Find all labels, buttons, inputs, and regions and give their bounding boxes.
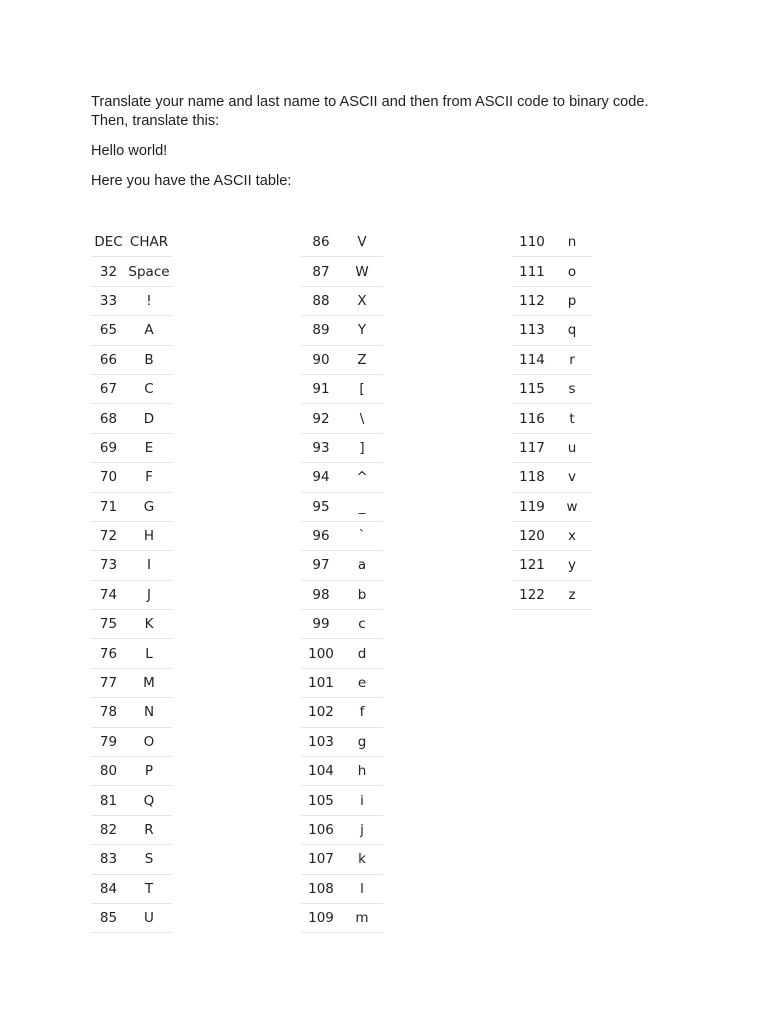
table-row	[91, 669, 172, 698]
table-row	[301, 434, 383, 463]
char-cell: w	[566, 498, 578, 515]
ascii-table-column-2	[301, 228, 383, 933]
dec-cell: 33	[99, 292, 118, 309]
table-row	[91, 786, 172, 815]
dec-cell: 108	[308, 880, 334, 897]
char-cell: V	[357, 234, 367, 251]
table-row	[91, 257, 172, 286]
table-row	[512, 287, 592, 316]
char-cell: \	[359, 410, 365, 427]
table-row	[301, 287, 383, 316]
char-cell: N	[143, 704, 155, 721]
char-cell: D	[143, 410, 155, 427]
char-cell: P	[144, 763, 154, 780]
dec-cell: 102	[308, 704, 334, 721]
dec-cell: 95	[312, 498, 330, 515]
table-row	[301, 669, 383, 698]
char-cell: a	[357, 557, 367, 574]
dec-cell: 118	[519, 469, 545, 486]
table-row	[301, 698, 383, 727]
dec-cell: 103	[308, 733, 334, 750]
table-row	[91, 404, 172, 433]
table-row	[512, 551, 592, 580]
char-cell: Space	[128, 263, 170, 280]
table-row	[301, 228, 383, 257]
dec-cell: 107	[308, 851, 334, 868]
dec-cell: 120	[519, 528, 545, 545]
table-row	[91, 875, 172, 904]
dec-cell: 112	[519, 292, 545, 309]
dec-cell: 91	[312, 381, 330, 398]
char-cell: F	[145, 469, 153, 486]
char-cell: b	[357, 586, 367, 603]
dec-cell: 76	[99, 645, 118, 662]
dec-cell: 113	[519, 322, 545, 339]
dec-cell: 96	[312, 528, 330, 545]
table-row	[301, 845, 383, 874]
dec-cell: 65	[99, 322, 118, 339]
char-cell: j	[360, 822, 364, 838]
char-cell: s	[568, 381, 576, 398]
char-cell: W	[355, 263, 369, 280]
table-header-row	[91, 228, 172, 257]
table-row	[301, 257, 383, 286]
dec-cell: 93	[312, 439, 330, 456]
char-cell: T	[144, 880, 154, 897]
dec-cell: 115	[519, 381, 545, 398]
dec-cell: 89	[312, 322, 330, 339]
table-row	[91, 551, 172, 580]
table-row	[301, 375, 383, 404]
dec-cell: 97	[312, 557, 330, 574]
dec-cell: 79	[99, 733, 118, 750]
dec-cell: 116	[519, 410, 545, 427]
table-row	[512, 316, 592, 345]
table-row	[301, 728, 383, 757]
table-row	[301, 904, 383, 933]
table-row	[512, 375, 592, 404]
dec-cell: 88	[312, 292, 330, 309]
char-cell: k	[358, 851, 366, 868]
table-row	[512, 228, 592, 257]
dec-cell: 74	[99, 586, 118, 603]
dec-cell: 66	[99, 351, 118, 368]
table-row	[91, 581, 172, 610]
dec-cell: 94	[312, 469, 330, 486]
dec-cell: 106	[308, 822, 334, 838]
instruction-line-1: Translate your name and last name to ASCII and then from ASCII code to binary code.	[91, 94, 649, 110]
char-cell: `	[358, 528, 366, 545]
dec-cell: 100	[308, 645, 334, 662]
table-row	[91, 316, 172, 345]
table-row	[301, 610, 383, 639]
dec-cell: 109	[308, 910, 334, 927]
table-row	[512, 522, 592, 551]
dec-cell: 83	[99, 851, 118, 868]
dec-cell: 67	[99, 381, 118, 398]
dec-cell: 71	[99, 498, 118, 515]
table-row	[91, 493, 172, 522]
char-cell: Z	[357, 351, 367, 368]
table-row	[301, 551, 383, 580]
char-cell: c	[358, 616, 366, 633]
char-cell: !	[146, 292, 152, 309]
char-cell: n	[567, 234, 577, 251]
dec-cell: 99	[312, 616, 330, 633]
char-cell: O	[143, 733, 155, 750]
table-row	[512, 581, 592, 610]
ascii-table-column-1	[91, 228, 172, 933]
table-row	[512, 257, 592, 286]
dec-cell: 87	[312, 263, 330, 280]
char-cell: M	[143, 675, 155, 692]
table-row	[301, 816, 383, 845]
dec-cell: 111	[519, 263, 545, 280]
table-row	[301, 786, 383, 815]
dec-cell: 32	[99, 263, 118, 280]
table-row	[91, 346, 172, 375]
char-cell: ]	[359, 439, 365, 456]
dec-cell: 104	[308, 763, 334, 780]
dec-cell: 122	[519, 586, 545, 603]
dec-cell: 68	[99, 410, 118, 427]
char-cell: y	[568, 557, 576, 574]
char-cell: q	[567, 322, 577, 339]
table-row	[301, 757, 383, 786]
instruction-line-2: Then, translate this:	[91, 113, 220, 129]
char-cell: Q	[143, 792, 155, 809]
char-cell: h	[357, 763, 367, 780]
char-cell: d	[357, 645, 367, 662]
phrase-to-translate: Hello world!	[91, 143, 168, 159]
dec-cell: 121	[519, 557, 545, 574]
char-cell: g	[357, 733, 367, 750]
dec-cell: 84	[99, 880, 118, 897]
dec-cell: 73	[99, 557, 118, 574]
char-cell: E	[144, 439, 154, 456]
dec-header: DEC	[94, 234, 123, 251]
table-row	[91, 434, 172, 463]
char-header: CHAR	[129, 234, 169, 251]
dec-cell: 82	[99, 822, 118, 838]
table-row	[512, 434, 592, 463]
dec-cell: 110	[519, 234, 545, 251]
dec-cell: 117	[519, 439, 545, 456]
char-cell: S	[144, 851, 154, 868]
char-cell: z	[568, 586, 576, 603]
char-cell: Y	[357, 322, 367, 339]
char-cell: e	[357, 675, 367, 692]
char-cell: v	[568, 469, 576, 486]
table-row	[91, 757, 172, 786]
char-cell: L	[145, 645, 153, 662]
table-row	[91, 375, 172, 404]
char-cell: l	[360, 880, 364, 897]
table-row	[91, 845, 172, 874]
char-cell: U	[144, 910, 154, 927]
char-cell: X	[357, 292, 367, 309]
table-row	[301, 463, 383, 492]
char-cell: J	[147, 586, 151, 603]
table-row	[512, 463, 592, 492]
char-cell: B	[144, 351, 154, 368]
dec-cell: 80	[99, 763, 118, 780]
table-row	[301, 493, 383, 522]
dec-cell: 70	[99, 469, 118, 486]
dec-cell: 69	[99, 439, 118, 456]
char-cell: A	[144, 322, 154, 339]
table-row	[512, 493, 592, 522]
table-row	[91, 816, 172, 845]
char-cell: i	[360, 792, 364, 809]
char-cell: R	[144, 822, 154, 838]
table-row	[512, 404, 592, 433]
char-cell: ^	[356, 469, 368, 486]
table-row	[91, 904, 172, 933]
char-cell: C	[144, 381, 154, 398]
char-cell: r	[569, 351, 575, 368]
table-row	[91, 639, 172, 668]
dec-cell: 85	[99, 910, 118, 927]
char-cell: m	[355, 910, 369, 927]
dec-cell: 92	[312, 410, 330, 427]
dec-cell: 90	[312, 351, 330, 368]
char-cell: H	[143, 528, 155, 545]
table-row	[512, 346, 592, 375]
table-row	[91, 287, 172, 316]
char-cell: G	[143, 498, 155, 515]
dec-cell: 86	[312, 234, 330, 251]
dec-cell: 98	[312, 586, 330, 603]
table-row	[301, 316, 383, 345]
table-row	[301, 404, 383, 433]
dec-cell: 101	[308, 675, 334, 692]
char-cell: p	[567, 292, 577, 309]
table-row	[91, 728, 172, 757]
dec-cell: 105	[308, 792, 334, 809]
char-cell: o	[567, 263, 577, 280]
dec-cell: 77	[99, 675, 118, 692]
dec-cell: 81	[99, 792, 118, 809]
table-row	[301, 522, 383, 551]
char-cell: x	[568, 528, 576, 545]
char-cell: t	[569, 410, 575, 427]
table-row	[91, 698, 172, 727]
char-cell: I	[147, 557, 151, 574]
dec-cell: 75	[99, 616, 118, 633]
table-row	[91, 463, 172, 492]
char-cell: u	[567, 439, 577, 456]
char-cell: f	[359, 704, 365, 721]
dec-cell: 78	[99, 704, 118, 721]
dec-cell: 114	[519, 351, 545, 368]
char-cell: _	[358, 498, 366, 515]
table-row	[301, 346, 383, 375]
table-row	[301, 581, 383, 610]
table-row	[91, 522, 172, 551]
dec-cell: 119	[519, 498, 545, 515]
table-intro: Here you have the ASCII table:	[91, 173, 292, 189]
char-cell: [	[359, 381, 365, 398]
ascii-table-column-3	[512, 228, 592, 610]
table-row	[91, 610, 172, 639]
dec-cell: 72	[99, 528, 118, 545]
table-row	[301, 639, 383, 668]
char-cell: K	[144, 616, 154, 633]
table-row	[301, 875, 383, 904]
instructions	[91, 93, 691, 202]
